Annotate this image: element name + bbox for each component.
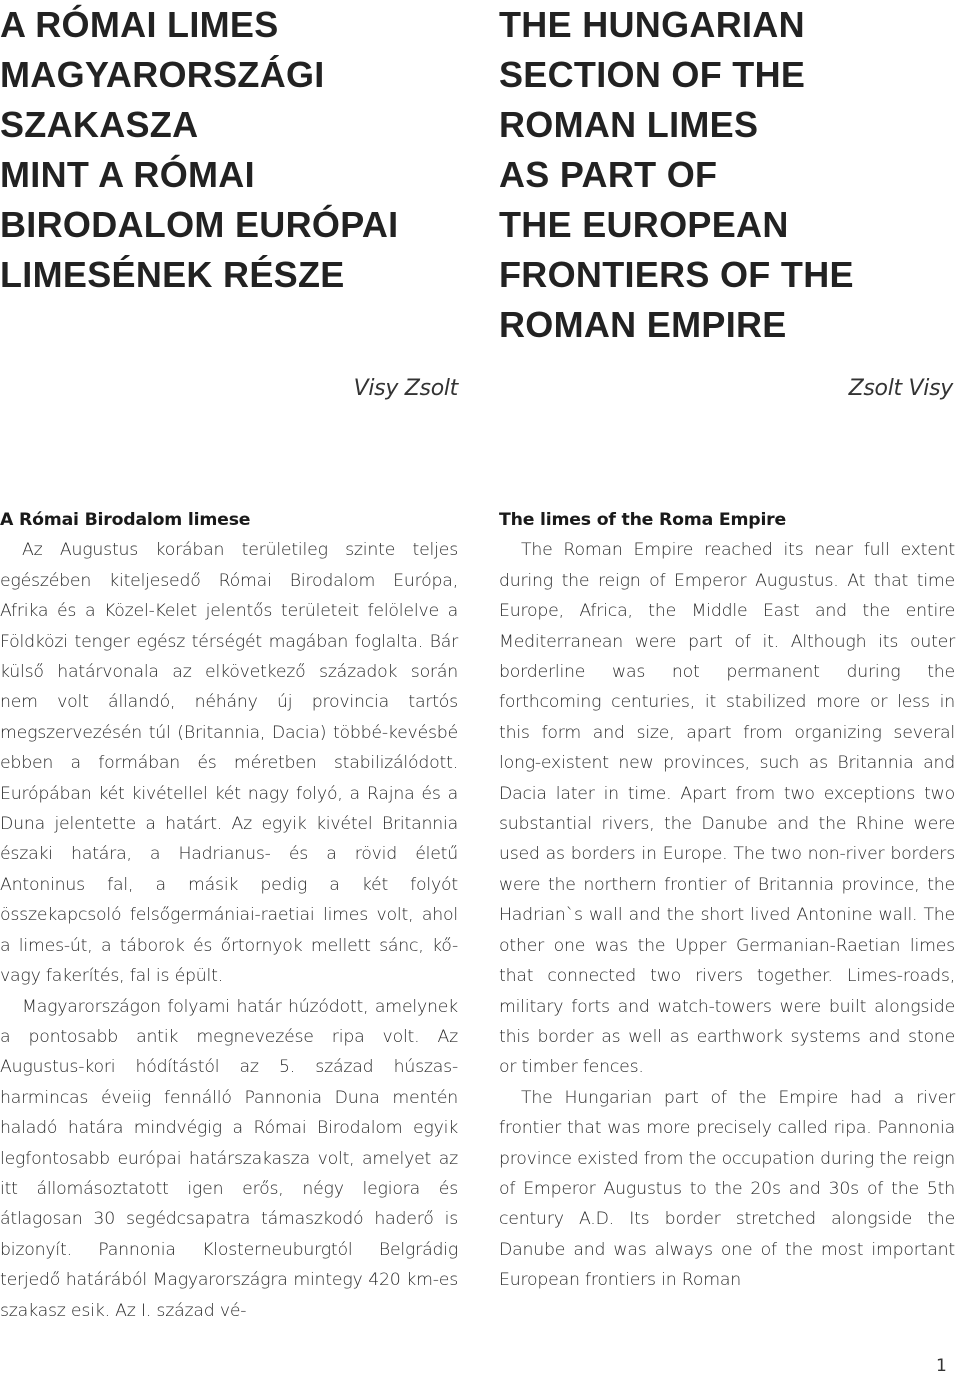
section-heading: A Római Birodalom limese bbox=[0, 510, 251, 530]
paragraph: The Roman Empire reached its near full extent during the reign of Emperor Augustus. At that time Europe, Africa, the Middle East and the entire Mediterranean were part of it. Although its outer borderline was not permanent during the forthcoming centuries, it stabilized more or less in this form and size, apart from organizing several long-existent new provinces, such as Britannia and Dacia later in time. Apart from two exceptions two substantial rivers, the Danube and the Rhine were used as borders in Europe. The two non-river borders were the northern frontier of Britannia province, the Hadrian`s wall and the short lived Antonine wall. The other one was the Upper Germanian-Raetian limes that connected two rivers together. Limes-roads, military forts and watch-towers were built alongside this border as well as earthwork systems and stone or timber fences. bbox=[499, 540, 955, 1078]
author-hungarian: Visy Zsolt bbox=[353, 376, 458, 401]
body-english bbox=[499, 505, 955, 1296]
title-line: FRONTIERS OF THE bbox=[499, 254, 854, 295]
title-line: BIRODALOM EURÓPAI bbox=[0, 204, 399, 245]
title-line: ROMAN LIMES bbox=[499, 104, 759, 145]
title-line: A RÓMAI LIMES bbox=[0, 4, 279, 45]
author-english: Zsolt Visy bbox=[848, 376, 953, 401]
title-line: MINT A RÓMAI bbox=[0, 154, 255, 195]
title-line: AS PART OF bbox=[499, 154, 718, 195]
title-line: SECTION OF THE bbox=[499, 54, 806, 95]
title-line: ROMAN EMPIRE bbox=[499, 304, 787, 345]
title-line: THE HUNGARIAN bbox=[499, 4, 805, 45]
right-column bbox=[499, 0, 957, 1291]
title-line: MAGYARORSZÁGI bbox=[0, 54, 325, 95]
section-heading: The limes of the Roma Empire bbox=[499, 510, 787, 530]
title-line: SZAKASZA bbox=[0, 104, 199, 145]
body-hungarian bbox=[0, 505, 458, 1326]
title-hungarian bbox=[0, 0, 458, 300]
paragraph: The Hungarian part of the Empire had a river frontier that was more precisely called ripa. Pannonia province existed from the occupation during the reign of Emperor Augustus to the 20s and 30s of the 5th century A.D. Its border stretched alongside the Danube and was always one of the most important European frontiers in Roman bbox=[499, 1087, 955, 1291]
left-column bbox=[0, 0, 458, 1321]
paragraph: Magyarországon folyami határ húzódott, amelynek a pontosabb antik megnevezése ripa volt. Az Augustus-kori hódítástól az 5. század húszas-harmincas éveiig fennálló Pannonia Duna mentén haladó határa mindvégig a Római Birodalom egyik legfontosabb európai határszakasza volt, amelyet az itt állomásoztatott igen erős, négy legiora és átlagosan 30 segédcsapatra támaszkodó haderő is bizonyít. Pannonia Klosterneuburgtól Belgrádig terjedő határából Magyarországra mintegy 420 km-es szakasz esik. Az I. század vé- bbox=[0, 996, 458, 1321]
title-line: THE EUROPEAN bbox=[499, 204, 789, 245]
title-line: LIMESÉNEK RÉSZE bbox=[0, 254, 345, 295]
paragraph: Az Augustus korában területileg szinte teljes egészében kiteljesedő Római Birodalom Európa, Afrika és a Közel-Kelet jelentős területeit felölelve a Földközi tenger egész térségét magában foglalta. Bár külső határvonala az elkövetkező századok során nem volt állandó, néhány új provincia tartós megszervezésén túl (Britannia, Dacia) többé-kevésbé ebben a formában és méretben stabilizálódott. Európában két kivétellel két nagy folyó, a Rajna és a Duna jelentette a határt. Az egyik kivétel Britannia északi határa, a Hadrianus- és a rövid életű Antoninus fal, a másik pedig a két folyót összekapcsoló felsőgermániai-raetiai limes volt, ahol a limes-út, a táborok és őrtornyok mellett sánc, kő- vagy fakerítés, fal is épült. bbox=[0, 540, 458, 987]
page-number: 1 bbox=[936, 1356, 947, 1376]
title-english bbox=[499, 0, 957, 350]
